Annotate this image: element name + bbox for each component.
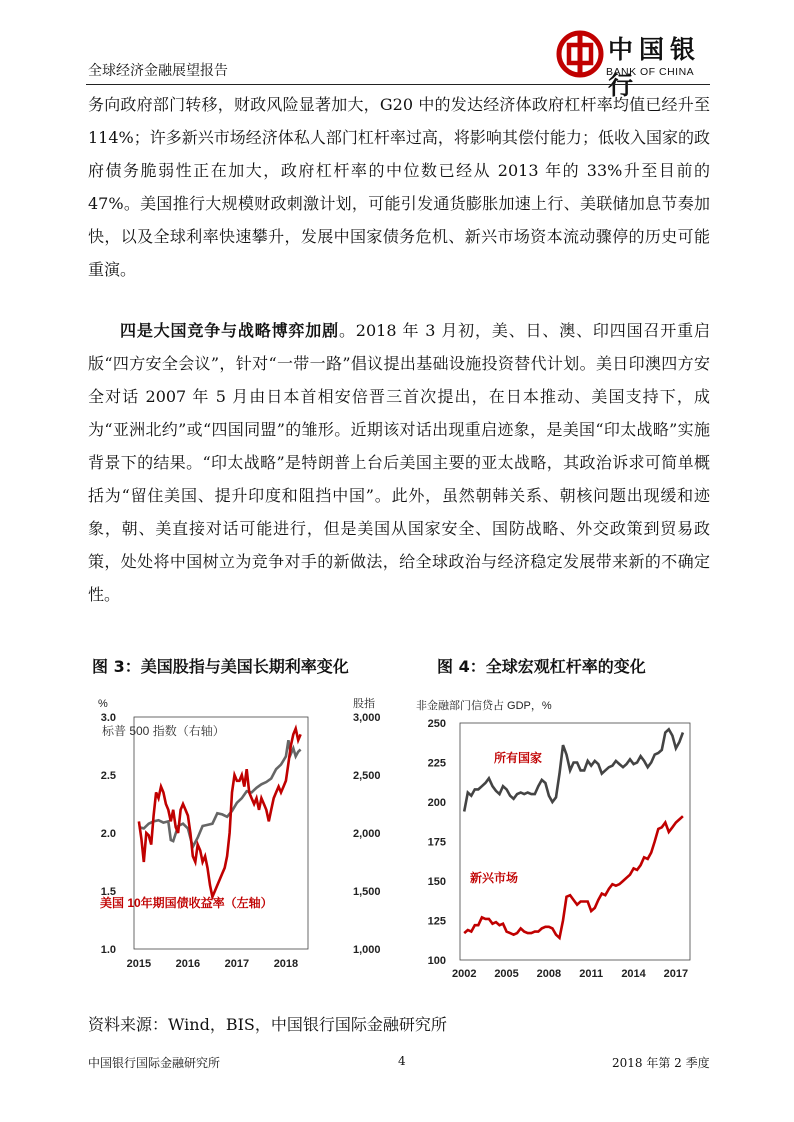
chart-3-right-tick-labels <box>353 712 381 956</box>
header-rule <box>86 84 710 85</box>
paragraph-2-text: 。2018 年 3 月初，美、日、澳、印四国召开重启版“四方安全会议”，针对“一带一路”倡议提出基础设施投资替代计划。美日印澳四方安全对话 2007 年 5 月由日本首相安倍晋三首次提出，在日本推动、美国支持下，成为“亚洲北约”或“四国同盟”的雏形。近期该对话出现重启迹象，是美国“印太战略”实施背景下的结果。“印太战略”是特朗普上台后美国主要的亚太战略，其政治诉求可简单概括为“留住美国、提升印度和阻挡中国”。此外，虽然朝韩关系、朝核问题出现缓和迹象，朝、美直接对话可能进行，但是美国从国家安全、国防战略、外交政策到贸易政策，处处将中国树立为竞争对手的新做法，给全球政治与经济稳定发展带来新的不确定性。 <box>88 321 710 604</box>
report-title: 全球经济金融展望报告 <box>88 63 228 79</box>
chart-4-y-tick: 200 <box>427 797 446 809</box>
paragraph-2-lead: 四是大国竞争与战略博弈加剧 <box>120 321 339 340</box>
chart-4-x-tick: 2017 <box>663 968 689 980</box>
chart-3-right-tick: 1,000 <box>353 944 381 956</box>
chart-us-stock-and-yield <box>88 685 398 995</box>
paragraph-1: 务向政府部门转移，财政风险显著加大，G20 中的发达经济体政府杠杆率均值已经升至 114%；许多新兴市场经济体私人部门杠杆率过高，将影响其偿付能力；低收入国家的政府债务脆弱性正在加大，政府杠杆率的中位数已经从 2013 年的 33%升至目前的 47%。美国推行大规模财政刺激计划，可能引发通货膨胀加速上行、美联储加息节奏加快，以及全球利率快速攀升，发展中国家债务危机、新兴市场资本流动骤停的历史可能重演。 <box>88 95 710 279</box>
chart-4-x-tick: 2008 <box>536 968 562 980</box>
chart-3-left-tick: 2.0 <box>100 828 116 840</box>
chart-4-y-tick: 175 <box>427 836 446 849</box>
chart-3-x-tick: 2018 <box>273 958 299 970</box>
bank-logo <box>556 28 716 100</box>
paragraph-2 <box>88 314 710 611</box>
chart-3-right-tick: 2,500 <box>353 770 381 782</box>
chart-3-x-tick-labels <box>127 958 299 970</box>
chart-3-x-tick: 2016 <box>175 958 201 970</box>
chart-3-right-tick: 2,000 <box>353 828 381 840</box>
chart-4-ylabel: 非金融部门信贷占 GDP，% <box>416 700 552 712</box>
chart-3-right-unit: 股指 <box>353 698 375 710</box>
footer-period: 2018 年第 2 季度 <box>612 1056 710 1070</box>
chart-3-left-tick: 3.0 <box>100 712 116 724</box>
chart-4-y-tick: 150 <box>427 876 446 888</box>
chart-3-svg <box>88 685 398 995</box>
chart-3-series-yield-label: 美国 10年期国债收益率（左轴） <box>100 896 273 910</box>
chart-4-y-tick-labels <box>428 718 446 967</box>
chart-3-left-tick: 1.5 <box>100 886 116 898</box>
chart-3-left-tick-labels <box>101 712 116 956</box>
chart-4-x-tick: 2014 <box>621 968 646 980</box>
chart-4-svg <box>410 685 710 995</box>
chart-3-right-tick: 1,500 <box>353 886 381 898</box>
chart-4-y-tick: 100 <box>427 955 446 967</box>
footer-institution: 中国银行国际金融研究所 <box>88 1056 221 1070</box>
chart-4-y-tick: 125 <box>427 915 446 928</box>
chart-3-left-tick: 1.0 <box>100 944 116 956</box>
figure-4-title: 图 4：全球宏观杠杆率的变化 <box>437 657 646 676</box>
chart-global-leverage <box>410 685 710 995</box>
chart-4-x-tick: 2011 <box>579 968 604 980</box>
bank-logo-icon <box>556 30 604 78</box>
logo-text-cn: 中国银行 <box>608 35 702 100</box>
chart-3-series-sp500-label: 标普 500 指数（右轴） <box>102 724 225 738</box>
chart-4-y-tick: 250 <box>427 718 446 730</box>
chart-4-series-all-label: 所有国家 <box>494 751 543 765</box>
figure-source: 资料来源：Wind，BIS，中国银行国际金融研究所 <box>88 1015 447 1034</box>
chart-4-x-tick: 2002 <box>451 968 477 980</box>
chart-4-all-countries-line <box>464 729 683 811</box>
chart-3-left-unit: % <box>98 698 108 710</box>
chart-3-right-tick: 3,000 <box>353 712 381 724</box>
chart-3-x-tick: 2017 <box>224 958 250 970</box>
chart-4-x-tick-labels <box>452 968 688 980</box>
chart-3-left-tick: 2.5 <box>100 770 116 782</box>
chart-4-series-em-label: 新兴市场 <box>470 871 519 885</box>
logo-text-en: BANK OF CHINA <box>606 66 695 78</box>
chart-4-y-tick: 225 <box>427 757 446 770</box>
chart-4-x-tick: 2005 <box>494 968 519 980</box>
chart-3-plot-frame <box>134 717 308 949</box>
figure-3-title: 图 3：美国股指与美国长期利率变化 <box>92 657 349 676</box>
footer-page-number: 4 <box>398 1054 406 1068</box>
chart-3-x-tick: 2015 <box>126 958 152 970</box>
